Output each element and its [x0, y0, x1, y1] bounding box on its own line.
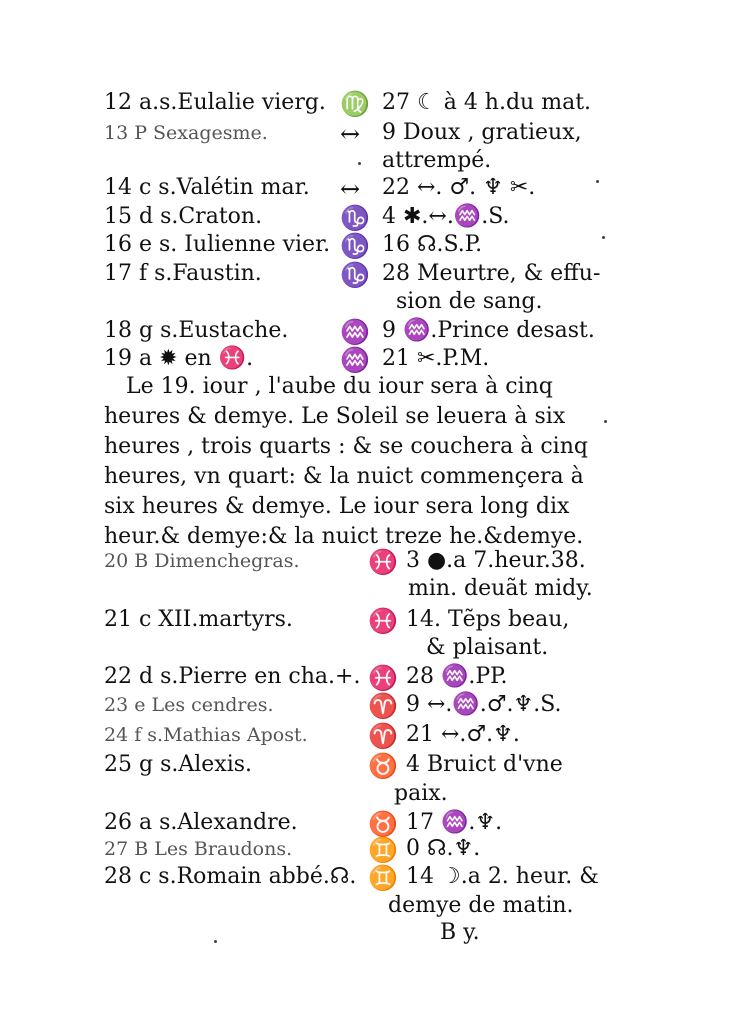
astro-entry: 27 ☾ à 4 h.du mat.	[382, 90, 592, 115]
zodiac-sign: ♑	[340, 204, 370, 232]
saint-entry: 19 a ✹ en ♓.	[104, 346, 254, 371]
calendar-row	[104, 232, 604, 262]
zodiac-sign: ♈	[368, 692, 398, 720]
astro-entry: 9 ↔.♒.♂.♆.S.	[406, 692, 562, 717]
calendar-row	[104, 90, 604, 120]
astro-entry: 3 ●.a 7.heur.38.	[406, 548, 586, 573]
entry-continuation: & plaisant.	[426, 635, 549, 660]
saint-entry: 13 P Sexagesme.	[104, 122, 268, 144]
calendar-row	[104, 664, 604, 694]
zodiac-sign: ♉	[368, 810, 398, 838]
zodiac-sign: ♊	[368, 836, 398, 864]
astro-entry: 14. Tẽps beau,	[406, 607, 570, 632]
saint-entry: 12 a.s.Eulalie vierg.	[104, 90, 326, 115]
saint-entry: 20 B Dimenchegras.	[104, 550, 300, 572]
calendar-row	[104, 261, 604, 291]
entry-continuation: min. deuãt midy.	[408, 576, 593, 601]
saint-entry: 16 e s. Iulienne vier.	[104, 232, 331, 257]
calendar-row	[104, 864, 604, 894]
astro-entry: 28 Meurtre, & effu-	[382, 261, 601, 286]
zodiac-sign: ♓	[368, 548, 398, 576]
ink-speck	[358, 162, 361, 165]
paragraph-line: heur.& demye:& la nuict treze he.&demye.	[104, 524, 584, 549]
calendar-row	[104, 607, 604, 637]
ink-speck	[214, 940, 217, 943]
saint-entry: 23 e Les cendres.	[104, 694, 274, 716]
entry-continuation: sion de sang.	[396, 289, 543, 314]
paragraph-line: heures, vn quart: & la nuict commençera à	[104, 464, 584, 489]
ink-speck	[602, 236, 605, 239]
astro-entry: 16 ☊.S.P.	[382, 232, 483, 257]
calendar-row	[104, 318, 604, 348]
signature-mark: B y.	[440, 920, 480, 945]
astro-entry: 14 ☽.a 2. heur. &	[406, 864, 599, 889]
saint-entry: 17 f s.Faustin.	[104, 261, 262, 286]
paragraph-line: six heures & demye. Le iour sera long dix	[104, 494, 570, 519]
zodiac-sign: ♈	[368, 722, 398, 750]
saint-entry: 18 g s.Eustache.	[104, 318, 289, 343]
astro-entry: 21 ↔.♂.♆.	[406, 722, 520, 747]
saint-entry: 24 f s.Mathias Apost.	[104, 724, 308, 746]
ink-speck	[604, 420, 607, 423]
astro-entry: 28 ♒.PP.	[406, 664, 508, 689]
calendar-row	[104, 204, 604, 234]
zodiac-sign: ♊	[368, 864, 398, 892]
calendar-row	[104, 175, 604, 205]
saint-entry: 26 a s.Alexandre.	[104, 810, 298, 835]
ink-speck	[596, 180, 599, 183]
saint-entry: 25 g s.Alexis.	[104, 752, 253, 777]
saint-entry: 27 B Les Braudons.	[104, 838, 293, 860]
paragraph-line: heures , trois quarts : & se couchera à cinq	[104, 434, 588, 459]
saint-entry: 21 c XII.martyrs.	[104, 607, 293, 632]
calendar-row	[104, 692, 604, 722]
calendar-row	[104, 548, 604, 578]
zodiac-sign: ↔	[340, 175, 361, 203]
entry-continuation: demye de matin.	[388, 893, 574, 918]
calendar-row	[104, 120, 604, 150]
saint-entry: 14 c s.Valétin mar.	[104, 175, 310, 200]
zodiac-sign: ♑	[340, 261, 370, 289]
zodiac-sign: ♓	[368, 607, 398, 635]
zodiac-sign: ♍	[340, 90, 370, 118]
saint-entry: 22 d s.Pierre en cha.+.	[104, 664, 361, 689]
calendar-row	[104, 836, 604, 866]
calendar-row	[104, 722, 604, 752]
astro-entry: 4 ✱.↔.♒.S.	[382, 204, 510, 229]
astro-entry: 9 ♒.Prince desast.	[382, 318, 595, 343]
day-length-paragraph	[104, 372, 604, 552]
entry-continuation: attrempé.	[382, 148, 492, 173]
zodiac-sign: ↔	[340, 120, 361, 148]
astro-entry: 9 Doux , gratieux,	[382, 120, 582, 145]
saint-entry: 15 d s.Craton.	[104, 204, 263, 229]
zodiac-sign: ♓	[368, 664, 398, 692]
astro-entry: 22 ↔. ♂. ♆ ✂.	[382, 175, 536, 200]
calendar-row	[104, 752, 604, 782]
paragraph-line: heures & demye. Le Soleil se leuera à six	[104, 404, 566, 429]
astro-entry: 4 Bruict d'vne	[406, 752, 563, 777]
zodiac-sign: ♒	[340, 346, 370, 374]
entry-continuation: paix.	[394, 781, 448, 806]
astro-entry: 21 ✂.P.M.	[382, 346, 490, 371]
paragraph-line: Le 19. iour , l'aube du iour sera à cinq	[126, 374, 553, 399]
astro-entry: 0 ☊.♆.	[406, 836, 481, 861]
zodiac-sign: ♒	[340, 318, 370, 346]
zodiac-sign: ♑	[340, 232, 370, 260]
astro-entry: 17 ♒.♆.	[406, 810, 503, 835]
zodiac-sign: ♉	[368, 752, 398, 780]
saint-entry: 28 c s.Romain abbé.☊.	[104, 864, 357, 889]
